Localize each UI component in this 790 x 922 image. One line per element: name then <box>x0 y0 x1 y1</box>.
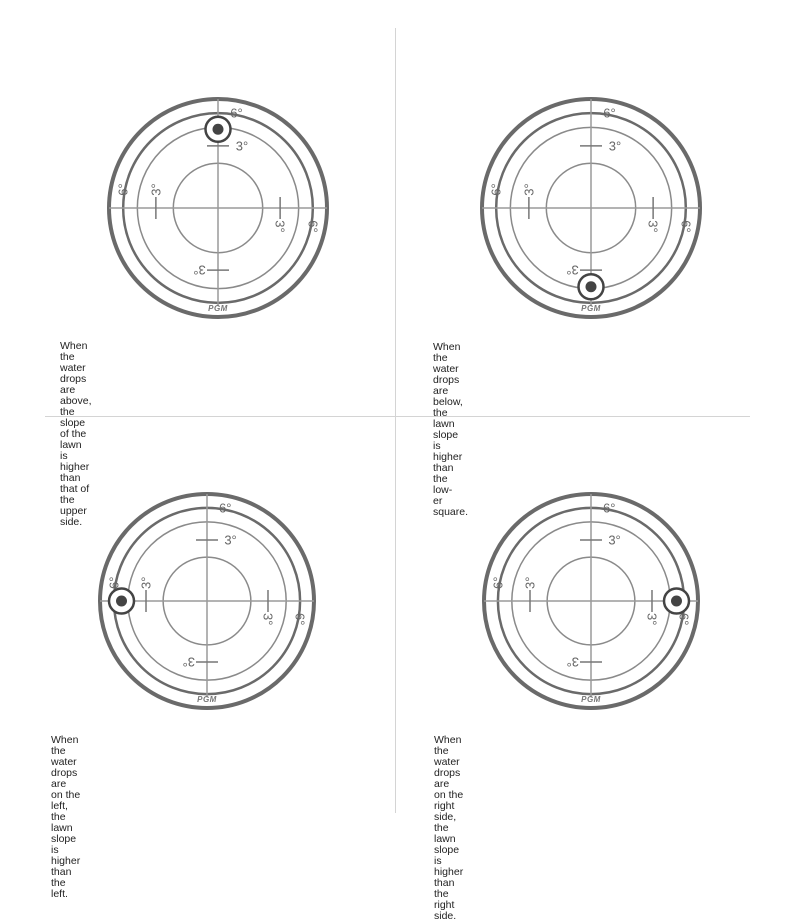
label-3-degree-top: 3° <box>235 138 249 154</box>
gauge-face <box>109 99 327 317</box>
label-3-degree-left: 3° <box>148 183 164 196</box>
bubble-dot <box>213 124 224 135</box>
bubble-dot <box>116 596 127 607</box>
bubble-dot <box>671 596 682 607</box>
water-bubble <box>109 589 134 614</box>
caption-bubble-above: When the water drops are above, the slope of the lawn is higher than that of the upper side. <box>60 340 92 528</box>
label-3-degree-right: 3° <box>260 612 276 626</box>
caption-bubble-right: When the water drops are on the right side, the lawn slope is higher than the right side. <box>434 734 464 922</box>
caption-bubble-left: When the water drops are on the left, the lawn slope is higher than the left. <box>51 734 81 900</box>
label-3-degree-right: 3° <box>644 612 660 626</box>
level-gauge <box>80 474 334 728</box>
label-3-degree-bottom: 3° <box>182 654 196 670</box>
vertical-divider <box>395 28 396 813</box>
pgm-logo: PGM <box>581 303 601 313</box>
gauge-face <box>484 494 698 708</box>
label-3-degree-bottom: 3° <box>566 654 580 670</box>
label-6-degree-top: 6° <box>603 105 616 121</box>
water-bubble <box>579 274 604 299</box>
label-3-degree-right: 3° <box>272 220 288 233</box>
caption-bubble-below: When the water drops are below, the lawn slope is higher than the low- er square. <box>433 341 469 518</box>
label-3-degree-left: 3° <box>522 576 538 590</box>
label-3-degree-top: 3° <box>608 532 621 548</box>
label-6-degree-right: 6° <box>292 612 308 626</box>
label-6-degree-top: 6° <box>218 500 232 516</box>
label-6-degree-left: 6° <box>490 576 506 590</box>
pgm-logo: PGM <box>197 694 217 704</box>
label-6-degree-right: 6° <box>676 612 692 626</box>
label-6-degree-left: 6° <box>488 183 504 196</box>
gauge-face <box>482 99 700 317</box>
bubble-dot <box>586 281 597 292</box>
pgm-logo: PGM <box>208 303 228 313</box>
label-6-degree-right: 6° <box>305 220 321 233</box>
level-gauge <box>89 79 347 337</box>
pgm-logo: PGM <box>581 694 601 704</box>
water-bubble <box>206 117 231 142</box>
label-3-degree-bottom: 3° <box>566 262 579 278</box>
label-3-degree-top: 3° <box>608 138 622 154</box>
label-3-degree-right: 3° <box>645 220 661 233</box>
level-gauge <box>462 79 720 337</box>
level-gauge <box>464 474 718 728</box>
label-3-degree-bottom: 3° <box>193 262 206 278</box>
water-bubble <box>664 589 689 614</box>
label-6-degree-left: 6° <box>115 183 131 196</box>
label-6-degree-top: 6° <box>602 500 616 516</box>
horizontal-divider <box>45 416 750 417</box>
label-3-degree-left: 3° <box>521 183 537 196</box>
label-3-degree-left: 3° <box>138 576 154 590</box>
label-6-degree-left: 6° <box>106 576 122 590</box>
label-3-degree-top: 3° <box>224 532 237 548</box>
label-6-degree-right: 6° <box>678 220 694 233</box>
gauge-face <box>100 494 314 708</box>
label-6-degree-top: 6° <box>230 105 243 121</box>
